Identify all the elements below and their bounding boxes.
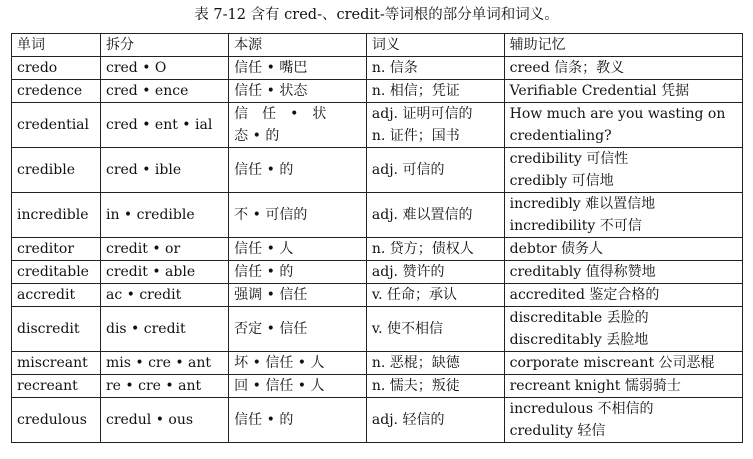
cell-origin-line: 回 • 信任 • 人	[234, 378, 325, 394]
cell-meaning-line: n. 懦夫；叛徒	[371, 378, 460, 394]
cell-origin-line: 坏 • 信任 • 人	[234, 355, 325, 371]
cell-split: in • credible	[100, 193, 228, 238]
cell-meaning	[366, 398, 504, 443]
cell-word: accredit	[12, 284, 101, 307]
cell-origin-line: 信任 • 的	[234, 162, 294, 178]
cell-meaning	[366, 284, 504, 307]
cell-memory-line: recreant knight 懦弱骑士	[509, 378, 681, 394]
cell-origin-line: 信任 • 人	[234, 241, 294, 257]
cell-memory	[504, 148, 742, 193]
cell-origin	[229, 103, 367, 148]
cell-memory-line: accredited 鉴定合格的	[509, 287, 660, 303]
cell-meaning-line: n. 贷方；债权人	[371, 241, 474, 257]
table-row	[12, 80, 743, 103]
cell-memory-line: incredibly 难以置信地	[509, 196, 656, 212]
cell-meaning	[366, 193, 504, 238]
cell-origin-line: 信 任 • 状	[234, 106, 327, 122]
cell-origin	[229, 307, 367, 352]
cell-origin-line: 强调 • 信任	[234, 287, 308, 303]
cell-meaning-line: adj. 可信的	[371, 162, 445, 178]
cell-memory	[504, 375, 742, 398]
cell-meaning	[366, 261, 504, 284]
cell-meaning-line: adj. 难以置信的	[371, 207, 473, 223]
table-row	[12, 238, 743, 261]
cell-memory-line: discreditable 丢脸的	[509, 310, 649, 326]
cell-meaning-line: n. 信条	[371, 60, 418, 76]
cell-memory-line: discreditably 丢脸地	[509, 332, 649, 348]
cell-split: re • cre • ant	[100, 375, 228, 398]
cell-meaning	[366, 80, 504, 103]
cell-word: discredit	[12, 307, 101, 352]
table-row	[12, 284, 743, 307]
cell-word: credulous	[12, 398, 101, 443]
cell-memory-line: credentialing?	[509, 128, 612, 144]
cell-origin	[229, 80, 367, 103]
cell-memory	[504, 261, 742, 284]
vocabulary-table	[11, 33, 743, 443]
table-row	[12, 193, 743, 238]
cell-meaning-line: v. 使不相信	[371, 321, 444, 337]
table-row	[12, 261, 743, 284]
cell-split: credit • able	[100, 261, 228, 284]
cell-meaning-line: v. 任命；承认	[371, 287, 458, 303]
cell-origin	[229, 352, 367, 375]
cell-memory-line: creditably 值得称赞地	[509, 264, 656, 280]
header-memory: 辅助记忆	[504, 34, 742, 57]
cell-memory-line: corporate miscreant 公司恶棍	[509, 355, 715, 371]
cell-memory	[504, 80, 742, 103]
cell-split: cred • ible	[100, 148, 228, 193]
cell-word: recreant	[12, 375, 101, 398]
table-row	[12, 352, 743, 375]
cell-origin-line: 信任 • 状态	[234, 83, 308, 99]
cell-memory-line: How much are you wasting on	[509, 106, 726, 122]
cell-meaning	[366, 352, 504, 375]
cell-memory-line: creed 信条；教义	[509, 60, 625, 76]
cell-split: dis • credit	[100, 307, 228, 352]
cell-origin	[229, 284, 367, 307]
cell-split: credit • or	[100, 238, 228, 261]
cell-split: mis • cre • ant	[100, 352, 228, 375]
cell-origin	[229, 193, 367, 238]
cell-origin	[229, 398, 367, 443]
cell-word: credential	[12, 103, 101, 148]
cell-split: credul • ous	[100, 398, 228, 443]
cell-meaning-line: n. 证件；国书	[371, 128, 460, 144]
cell-meaning-line: adj. 赞许的	[371, 264, 445, 280]
cell-word: credo	[12, 57, 101, 80]
cell-memory-line: credibly 可信地	[509, 173, 614, 189]
table-body	[12, 57, 743, 443]
cell-origin-line: 信任 • 的	[234, 412, 294, 428]
cell-word: creditor	[12, 238, 101, 261]
cell-memory-line: debtor 债务人	[509, 241, 604, 257]
cell-meaning-line: n. 恶棍；缺德	[371, 355, 460, 371]
cell-origin-line: 不 • 可信的	[234, 207, 308, 223]
cell-meaning-line: n. 相信；凭证	[371, 83, 460, 99]
cell-memory	[504, 193, 742, 238]
cell-origin	[229, 238, 367, 261]
cell-memory	[504, 284, 742, 307]
cell-split: cred • ence	[100, 80, 228, 103]
cell-meaning-line: adj. 证明可信的	[371, 106, 473, 122]
cell-memory	[504, 57, 742, 80]
table-row	[12, 148, 743, 193]
cell-word: credence	[12, 80, 101, 103]
table-row	[12, 398, 743, 443]
cell-meaning	[366, 57, 504, 80]
cell-word: credible	[12, 148, 101, 193]
cell-memory-line: incredulous 不相信的	[509, 401, 654, 417]
cell-origin-line: 信任 • 嘴巴	[234, 60, 308, 76]
table-row	[12, 103, 743, 148]
cell-origin-line: 否定 • 信任	[234, 321, 308, 337]
cell-meaning	[366, 148, 504, 193]
header-origin: 本源	[229, 34, 367, 57]
cell-memory-line: credibility 可信性	[509, 151, 629, 167]
cell-word: creditable	[12, 261, 101, 284]
table-row	[12, 375, 743, 398]
cell-memory	[504, 238, 742, 261]
cell-meaning	[366, 375, 504, 398]
cell-memory	[504, 103, 742, 148]
cell-memory-line: incredibility 不可信	[509, 218, 642, 234]
cell-word: miscreant	[12, 352, 101, 375]
cell-split: cred • O	[100, 57, 228, 80]
cell-memory	[504, 352, 742, 375]
cell-meaning	[366, 238, 504, 261]
cell-origin-line: 态 • 的	[234, 128, 280, 144]
cell-split: ac • credit	[100, 284, 228, 307]
table-caption: 表 7-12 含有 cred-、credit-等词根的部分单词和词义。	[194, 7, 559, 23]
table-row	[12, 307, 743, 352]
cell-origin	[229, 375, 367, 398]
cell-meaning-line: adj. 轻信的	[371, 412, 445, 428]
cell-meaning	[366, 307, 504, 352]
table-row	[12, 57, 743, 80]
cell-split: cred • ent • ial	[100, 103, 228, 148]
header-meaning: 词义	[366, 34, 504, 57]
cell-origin	[229, 148, 367, 193]
cell-word: incredible	[12, 193, 101, 238]
cell-memory	[504, 307, 742, 352]
cell-memory	[504, 398, 742, 443]
header-split: 拆分	[100, 34, 228, 57]
cell-origin	[229, 57, 367, 80]
cell-meaning	[366, 103, 504, 148]
cell-memory-line: Verifiable Credential 凭据	[509, 83, 690, 99]
header-row	[12, 34, 743, 57]
cell-origin-line: 信任 • 的	[234, 264, 294, 280]
header-word: 单词	[12, 34, 101, 57]
cell-origin	[229, 261, 367, 284]
cell-memory-line: credulity 轻信	[509, 423, 606, 439]
